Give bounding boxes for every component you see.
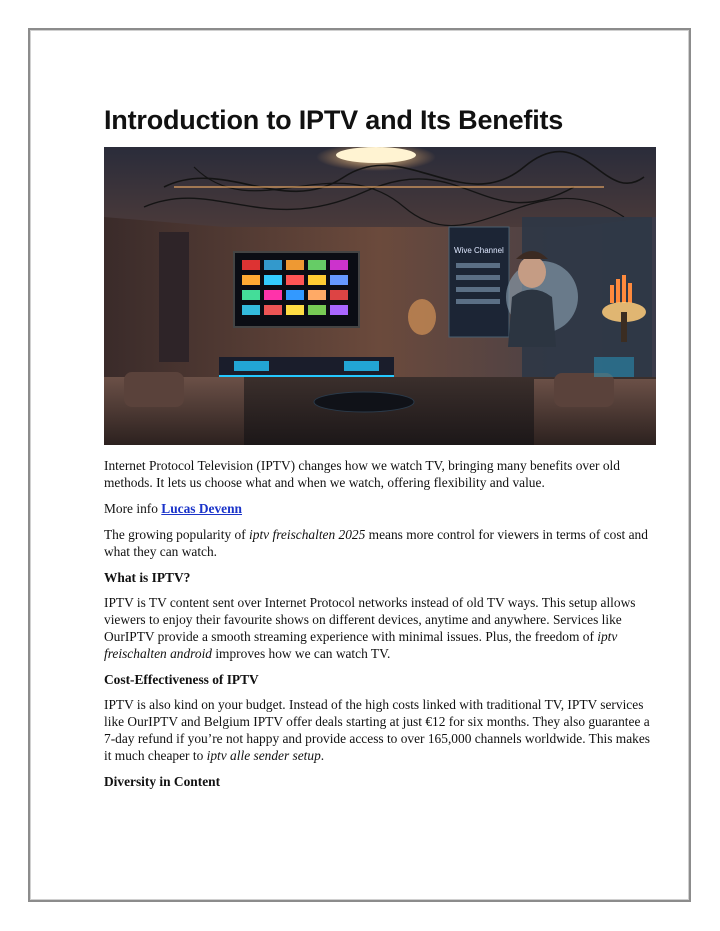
author-link[interactable]: Lucas Devenn: [161, 501, 243, 516]
page-title: Introduction to IPTV and Its Benefits: [104, 105, 564, 135]
popularity-text-before: The growing popularity of: [104, 527, 250, 542]
what-is-iptv-text-before: IPTV is TV content sent over Internet Protocol networks instead of old TV ways. This setup allows viewers to enjoy their favourite shows on different devices, anytime and anywhere. Services like OurIPTV provide a smooth streaming experience with minimal issues. Plus, the freedom of: [104, 595, 636, 644]
cost-text-before: IPTV is also kind on your budget. Instead of the high costs linked with traditional TV, IPTV services like OurIPTV and Belgium IPTV offer deals starting at just €12 for six months. They also guarantee a 7-day refund if you’re not happy and provide access to over 165,000 channels worldwide. This makes it much cheaper to: [104, 697, 651, 763]
section-heading-diversity: Diversity in Content: [104, 774, 221, 789]
cost-effectiveness-paragraph: [104, 696, 656, 764]
more-info-prefix: More info: [104, 501, 162, 516]
intro-paragraph: Internet Protocol Television (IPTV) changes how we watch TV, bringing many benefits over old methods. It lets us choose what and when we watch, offering flexibility and value.: [104, 458, 620, 490]
what-is-iptv-text-after: improves how we can watch TV.: [211, 646, 391, 661]
popularity-term: iptv freischalten 2025: [249, 527, 366, 542]
cost-term: iptv alle sender setup: [206, 748, 321, 763]
living-room-iptv-illustration: [104, 147, 656, 445]
panel-channel-text: Wive Channel: [454, 246, 504, 255]
more-info-line: [104, 500, 656, 517]
cost-text-after: .: [320, 748, 325, 763]
article-body: [104, 100, 656, 798]
popularity-text-after: means more control for viewers in terms of cost and what they can watch.: [104, 527, 648, 559]
what-is-iptv-term: iptv freischalten android: [104, 629, 618, 661]
section-heading-cost-effectiveness: Cost-Effectiveness of IPTV: [104, 672, 259, 687]
section-heading-what-is-iptv: What is IPTV?: [104, 570, 191, 585]
what-is-iptv-paragraph: [104, 594, 656, 662]
popularity-paragraph: [104, 526, 656, 560]
